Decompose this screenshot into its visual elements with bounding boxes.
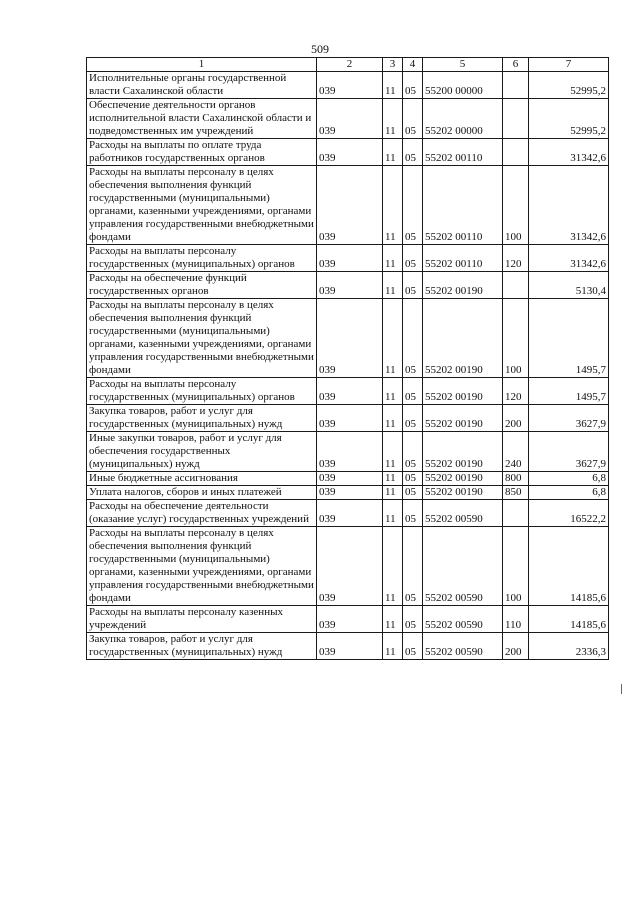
target-article-cell: 55202 00590 <box>423 500 503 527</box>
table-row <box>87 432 609 472</box>
subsection-cell: 05 <box>403 166 423 245</box>
description-cell: Иные закупки товаров, работ и услуг для обеспечения государственных (муниципальных) нужд <box>87 432 317 472</box>
section-cell: 11 <box>383 378 403 405</box>
subsection-cell: 05 <box>403 99 423 139</box>
amount-cell: 6,8 <box>529 472 609 486</box>
description-cell: Расходы на выплаты персоналу государственных (муниципальных) органов <box>87 245 317 272</box>
amount-cell: 2336,3 <box>529 633 609 660</box>
code-cell: 039 <box>317 606 383 633</box>
page-number: 509 <box>311 42 329 56</box>
table-row <box>87 299 609 378</box>
subsection-cell: 05 <box>403 245 423 272</box>
description-cell: Уплата налогов, сборов и иных платежей <box>87 486 317 500</box>
section-cell: 11 <box>383 139 403 166</box>
description-cell: Расходы на выплаты по оплате труда работников государственных органов <box>87 139 317 166</box>
description-cell: Исполнительные органы государственной власти Сахалинской области <box>87 72 317 99</box>
subsection-cell: 05 <box>403 633 423 660</box>
table-row <box>87 527 609 606</box>
table-row <box>87 245 609 272</box>
target-article-cell: 55202 00190 <box>423 405 503 432</box>
table-row <box>87 486 609 500</box>
description-cell: Расходы на выплаты персоналу государственных (муниципальных) органов <box>87 378 317 405</box>
column-header-6: 6 <box>503 58 529 72</box>
section-cell: 11 <box>383 272 403 299</box>
code-cell: 039 <box>317 432 383 472</box>
code-cell: 039 <box>317 245 383 272</box>
target-article-cell: 55202 00110 <box>423 245 503 272</box>
table-row <box>87 606 609 633</box>
section-cell: 11 <box>383 166 403 245</box>
expense-type-cell: 200 <box>503 633 529 660</box>
section-cell: 11 <box>383 432 403 472</box>
subsection-cell: 05 <box>403 72 423 99</box>
section-cell: 11 <box>383 527 403 606</box>
section-cell: 11 <box>383 245 403 272</box>
description-cell: Расходы на выплаты персоналу в целях обеспечения выполнения функций государственными (муниципальными) органами, казенными учреждениями, органами управления государственными внебюджетными фондами <box>87 166 317 245</box>
description-cell: Расходы на обеспечение деятельности (оказание услуг) государственных учреждений <box>87 500 317 527</box>
expense-type-cell <box>503 272 529 299</box>
amount-cell: 3627,9 <box>529 405 609 432</box>
amount-cell: 1495,7 <box>529 378 609 405</box>
budget-table <box>86 57 609 660</box>
code-cell: 039 <box>317 633 383 660</box>
section-cell: 11 <box>383 405 403 432</box>
column-header-3: 3 <box>383 58 403 72</box>
subsection-cell: 05 <box>403 527 423 606</box>
expense-type-cell: 800 <box>503 472 529 486</box>
description-cell: Закупка товаров, работ и услуг для государственных (муниципальных) нужд <box>87 405 317 432</box>
expense-type-cell <box>503 99 529 139</box>
expense-type-cell <box>503 500 529 527</box>
amount-cell: 52995,2 <box>529 72 609 99</box>
amount-cell: 3627,9 <box>529 432 609 472</box>
amount-cell: 16522,2 <box>529 500 609 527</box>
section-cell: 11 <box>383 299 403 378</box>
description-cell: Расходы на выплаты персоналу в целях обеспечения выполнения функций государственными (муниципальными) органами, казенными учреждениями, органами управления государственными внебюджетными фондами <box>87 299 317 378</box>
target-article-cell: 55202 00190 <box>423 432 503 472</box>
expense-type-cell <box>503 139 529 166</box>
subsection-cell: 05 <box>403 432 423 472</box>
expense-type-cell: 120 <box>503 378 529 405</box>
expense-type-cell: 110 <box>503 606 529 633</box>
table-body <box>87 72 609 660</box>
subsection-cell: 05 <box>403 405 423 432</box>
expense-type-cell: 100 <box>503 527 529 606</box>
expense-type-cell <box>503 72 529 99</box>
code-cell: 039 <box>317 166 383 245</box>
amount-cell: 52995,2 <box>529 99 609 139</box>
amount-cell: 14185,6 <box>529 606 609 633</box>
subsection-cell: 05 <box>403 606 423 633</box>
description-cell: Расходы на выплаты персоналу казенных учреждений <box>87 606 317 633</box>
target-article-cell: 55202 00590 <box>423 606 503 633</box>
expense-type-cell: 850 <box>503 486 529 500</box>
subsection-cell: 05 <box>403 500 423 527</box>
code-cell: 039 <box>317 99 383 139</box>
scan-mark <box>621 684 622 694</box>
code-cell: 039 <box>317 299 383 378</box>
subsection-cell: 05 <box>403 378 423 405</box>
subsection-cell: 05 <box>403 472 423 486</box>
table-row <box>87 72 609 99</box>
table-header <box>87 58 609 72</box>
code-cell: 039 <box>317 500 383 527</box>
description-cell: Обеспечение деятельности органов исполнительной власти Сахалинской области и подведомственных им учреждений <box>87 99 317 139</box>
expense-type-cell: 240 <box>503 432 529 472</box>
section-cell: 11 <box>383 633 403 660</box>
code-cell: 039 <box>317 139 383 166</box>
code-cell: 039 <box>317 272 383 299</box>
code-cell: 039 <box>317 527 383 606</box>
table-row <box>87 472 609 486</box>
code-cell: 039 <box>317 486 383 500</box>
section-cell: 11 <box>383 500 403 527</box>
table-row <box>87 633 609 660</box>
description-cell: Закупка товаров, работ и услуг для государственных (муниципальных) нужд <box>87 633 317 660</box>
target-article-cell: 55202 00190 <box>423 378 503 405</box>
table-row <box>87 166 609 245</box>
description-cell: Расходы на выплаты персоналу в целях обеспечения выполнения функций государственными (муниципальными) органами, казенными учреждениями, органами управления государственными внебюджетными фондами <box>87 527 317 606</box>
target-article-cell: 55202 00110 <box>423 166 503 245</box>
expense-type-cell: 100 <box>503 299 529 378</box>
table-row <box>87 139 609 166</box>
table-row <box>87 405 609 432</box>
expense-type-cell: 100 <box>503 166 529 245</box>
table-row <box>87 378 609 405</box>
target-article-cell: 55202 00110 <box>423 139 503 166</box>
target-article-cell: 55202 00000 <box>423 99 503 139</box>
target-article-cell: 55200 00000 <box>423 72 503 99</box>
code-cell: 039 <box>317 405 383 432</box>
target-article-cell: 55202 00590 <box>423 527 503 606</box>
column-header-2: 2 <box>317 58 383 72</box>
subsection-cell: 05 <box>403 272 423 299</box>
column-header-7: 7 <box>529 58 609 72</box>
section-cell: 11 <box>383 72 403 99</box>
subsection-cell: 05 <box>403 486 423 500</box>
amount-cell: 14185,6 <box>529 527 609 606</box>
amount-cell: 31342,6 <box>529 166 609 245</box>
table-row <box>87 272 609 299</box>
header-row <box>87 58 609 72</box>
section-cell: 11 <box>383 486 403 500</box>
target-article-cell: 55202 00190 <box>423 486 503 500</box>
amount-cell: 31342,6 <box>529 139 609 166</box>
section-cell: 11 <box>383 606 403 633</box>
subsection-cell: 05 <box>403 299 423 378</box>
amount-cell: 5130,4 <box>529 272 609 299</box>
code-cell: 039 <box>317 378 383 405</box>
subsection-cell: 05 <box>403 139 423 166</box>
column-header-5: 5 <box>423 58 503 72</box>
table-row <box>87 500 609 527</box>
section-cell: 11 <box>383 99 403 139</box>
expense-type-cell: 120 <box>503 245 529 272</box>
code-cell: 039 <box>317 472 383 486</box>
column-header-4: 4 <box>403 58 423 72</box>
table-row <box>87 99 609 139</box>
target-article-cell: 55202 00190 <box>423 299 503 378</box>
target-article-cell: 55202 00190 <box>423 472 503 486</box>
column-header-1: 1 <box>87 58 317 72</box>
description-cell: Иные бюджетные ассигнования <box>87 472 317 486</box>
target-article-cell: 55202 00190 <box>423 272 503 299</box>
code-cell: 039 <box>317 72 383 99</box>
section-cell: 11 <box>383 472 403 486</box>
amount-cell: 31342,6 <box>529 245 609 272</box>
description-cell: Расходы на обеспечение функций государственных органов <box>87 272 317 299</box>
target-article-cell: 55202 00590 <box>423 633 503 660</box>
amount-cell: 6,8 <box>529 486 609 500</box>
expense-type-cell: 200 <box>503 405 529 432</box>
amount-cell: 1495,7 <box>529 299 609 378</box>
